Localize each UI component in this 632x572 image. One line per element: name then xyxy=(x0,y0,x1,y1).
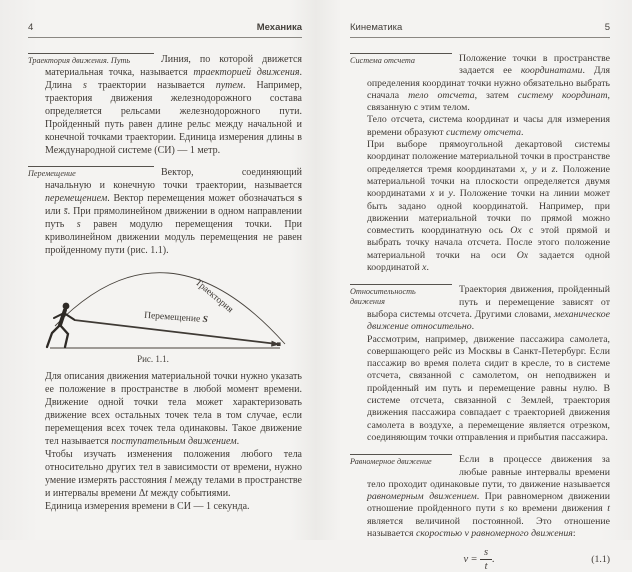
paragraph-airplane-example-text: Рассмотрим, например, движение пассажира самолета, совершающего рейс из Москвы в Санкт-Петербург. Если пассажир во время полета сидит в кресле, то в системе отсчета, связанной с самолетом, он неподвижен и пройденный им путь и перемещение равны нулю. В системе отсчета, связанной с Землей, траектория движения пассажира совпадает с траекторией движения самолета в воздухе, а перемещение является отрезком, соединяющим точки отправления и прибытия пассажира. xyxy=(367,333,610,443)
displacement-label-text: Перемещение xyxy=(143,310,203,325)
paragraph-frame-parts xyxy=(350,114,610,139)
displacement-symbol: S xyxy=(202,314,209,326)
paragraph-relativity xyxy=(350,284,610,333)
paragraph-translational xyxy=(28,370,302,448)
page-number-right: 5 xyxy=(604,22,610,33)
trajectory-label: Траектория xyxy=(192,277,235,316)
page-left-header xyxy=(28,22,302,38)
margin-term-uniform-motion: Равномерное движение xyxy=(350,454,452,467)
paragraph-frame-parts-text: Тело отсчета, система координат и часы для измерения времени образуют систему отсчета. xyxy=(367,114,610,138)
walking-person-figure xyxy=(47,303,74,347)
person-front-leg xyxy=(60,325,68,347)
paragraph-time-unit-text: Единица измерения времени в СИ — 1 секунда. xyxy=(45,501,250,512)
formula-equals: = xyxy=(471,554,478,566)
paragraph-coordinates xyxy=(350,139,610,274)
paragraph-reference-frame-text: Положение точки в пространстве задается ее координатами. Для определения координат точки нужно обязательно выбрать сначала тело отсчета, затем систему координат, связанную с этим телом. xyxy=(367,53,610,114)
formula-lhs: v xyxy=(463,554,469,566)
paragraph-measurement-text: Чтобы изучать изменения положения любого тела относительно других тел в зависимости от времени, нужно умение измерять расстояния l между телами в пространстве и интервалы времени Δt между событиями. xyxy=(45,449,302,499)
page-left-content xyxy=(28,38,302,513)
paragraph-displacement-text: Вектор, соединяющий начальную и конечную точки траектории, называется перемещением. Вектор перемещения может обозначаться s или s̄. При прямолинейном движении в одном направлении путь s равен модулю перемещения точки. При криволинейном движении модуль перемещения не равен пройденному пути (рис. 1.1). xyxy=(45,167,302,256)
trajectory-arc xyxy=(55,273,285,344)
margin-term-displacement: Перемещение xyxy=(28,166,154,179)
paragraph-reference-frame xyxy=(350,53,610,114)
figure-caption: Рис. 1.1. xyxy=(137,354,169,364)
paragraph-airplane-example xyxy=(350,334,610,445)
paragraph-relativity-text: Траектория движения, пройденный путь и перемещение зависят от выбора системы отсчета. Другими словами, механическое движение относительно. xyxy=(367,284,610,333)
page-right-header xyxy=(350,22,610,38)
paragraph-time-unit xyxy=(28,500,302,513)
paragraph-uniform-motion-text: Если в процессе движения за любые равные интервалы времени тело проходит одинаковые пути, то движение называется равномерным движением. При равномерном движении отношение пройденного пути s ко времени движения t является величиной постоянной. Это отношение называется скоростью v равномерного движения: xyxy=(367,454,610,539)
formula-denominator: t xyxy=(484,561,488,572)
formula-numerator: s xyxy=(480,547,492,560)
paragraph-measurement xyxy=(28,448,302,500)
trajectory-endpoint xyxy=(277,342,281,346)
paragraph-coordinates-text: При выборе прямоугольной декартовой системы координат положение материальной точки в пространстве определяется тремя координатами x, y и z. Положение материальной точки на плоскости определяется двумя координатами x и y. Положение точки на линии может быть задано одной координатой. Например, при движении материальной точки по прямой можно совместить координатную ось Ox с этой прямой и выбрать точку начала отсчета. После этого положение материальной точки на оси Ox задается одной координатой x. xyxy=(367,139,610,274)
page-number-left: 4 xyxy=(28,22,34,33)
margin-term-reference-frame: Система отсчета xyxy=(350,53,452,66)
page-left xyxy=(0,0,316,540)
paragraph-trajectory xyxy=(28,53,302,157)
formula-fraction xyxy=(480,547,492,572)
figure-trajectory-diagram xyxy=(28,263,302,367)
paragraph-uniform-motion xyxy=(350,454,610,540)
page-right xyxy=(316,0,632,572)
equation-number: (1.1) xyxy=(591,553,610,565)
formula-velocity xyxy=(367,547,591,572)
margin-term-trajectory: Траектория движения. Путь xyxy=(28,53,154,66)
running-title-right: Кинематика xyxy=(350,22,403,33)
paragraph-trajectory-text: Линия, по которой движется материальная точка, называется траекторией движения. Длина s траектории называется путем. Например, траектория движения железнодорожного состава определяется рельсами железнодорожного пути. Пройденный путь равен длине рельс между начальной и конечной точками траектории. Единица измерения длины в Международной системе (СИ) — 1 метр. xyxy=(45,54,303,156)
paragraph-displacement xyxy=(28,166,302,257)
formula-period: . xyxy=(492,554,495,566)
running-title-left: Механика xyxy=(256,22,302,33)
equation-row xyxy=(350,547,610,572)
paragraph-translational-text: Для описания движения материальной точки нужно указать ее положение в пространстве в любой момент времени. Движение одной точки тела может характеризовать движение всех остальных точек тела в том случае, если перемещения всех точек тела одинаковы. Такое движение тел называется поступательным движением. xyxy=(45,371,302,447)
margin-term-relativity: Относительность движения xyxy=(350,284,452,307)
figure-drawing xyxy=(28,263,302,351)
page-right-content xyxy=(350,38,610,572)
person-back-leg xyxy=(47,325,60,347)
